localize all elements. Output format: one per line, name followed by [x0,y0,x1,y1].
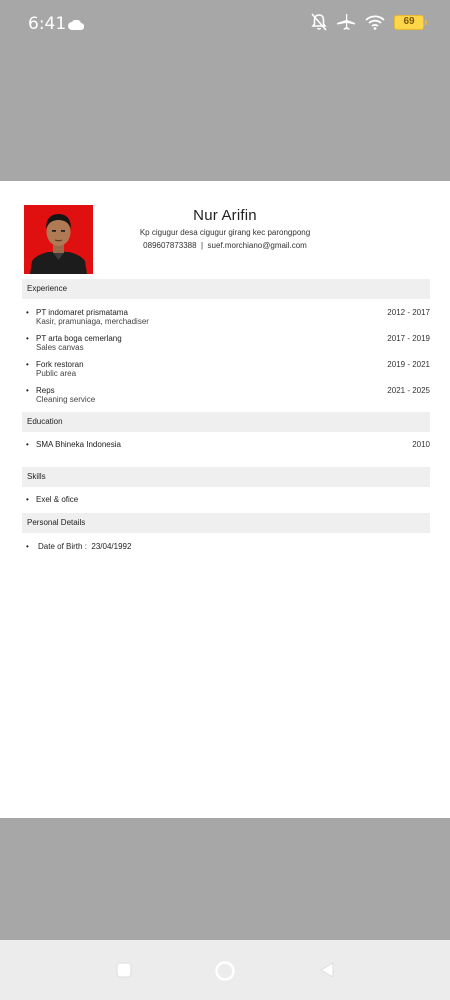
bullet-icon: • [26,386,29,395]
contact-separator: | [201,241,204,250]
cloud-icon [68,17,84,27]
bullet-icon: • [26,542,29,551]
back-button[interactable] [318,961,336,984]
dob-label: Date of Birth : [38,542,87,551]
section-education-header: Education [22,412,430,432]
navigation-bar [0,940,450,1000]
home-button[interactable] [215,961,235,986]
contact-line [100,241,350,250]
experience-years: 2017 - 2019 [387,334,430,343]
profile-photo [24,205,93,274]
experience-company: PT indomaret prismatama [36,308,128,317]
airplane-icon [336,13,356,31]
experience-role: Sales canvas [36,343,84,352]
skill-name: Exel & ofice [36,495,79,504]
bullet-icon: • [26,360,29,369]
mute-icon [311,13,327,31]
experience-company: Fork restoran [36,360,84,369]
experience-years: 2012 - 2017 [387,308,430,317]
full-name: Nur Arifin [193,207,257,224]
recent-apps-button[interactable] [115,961,133,984]
education-years: 2010 [412,440,430,449]
section-personal-header: Personal Details [22,513,430,533]
experience-company: PT arta boga cemerlang [36,334,122,343]
email-address: suef.morchiano@gmail.com [207,241,307,250]
section-skills-header: Skills [22,467,430,487]
dob-value: 23/04/1992 [91,542,132,551]
status-time: 6:41 [28,14,67,34]
bullet-icon: • [26,308,29,317]
battery-icon: 69 [394,15,424,30]
bullet-icon: • [26,440,29,449]
experience-role: Public area [36,369,77,378]
phone-number: 089607873388 [143,241,197,250]
education-school: SMA Bhineka Indonesia [36,440,121,449]
experience-years: 2019 - 2021 [387,360,430,369]
wifi-icon [365,14,385,30]
resume-header [100,207,350,250]
dob-row [38,542,131,551]
address: Kp cigugur desa cigugur girang kec parongpong [139,228,311,237]
bullet-icon: • [26,495,29,504]
experience-role: Cleaning service [36,395,96,404]
section-experience-header: Experience [22,279,430,299]
experience-years: 2021 - 2025 [387,386,430,395]
resume-page [0,181,450,818]
experience-role: Kasir, pramuniaga, merchadiser [36,317,149,326]
status-bar [0,0,450,50]
bullet-icon: • [26,334,29,343]
experience-company: Reps [36,386,55,395]
